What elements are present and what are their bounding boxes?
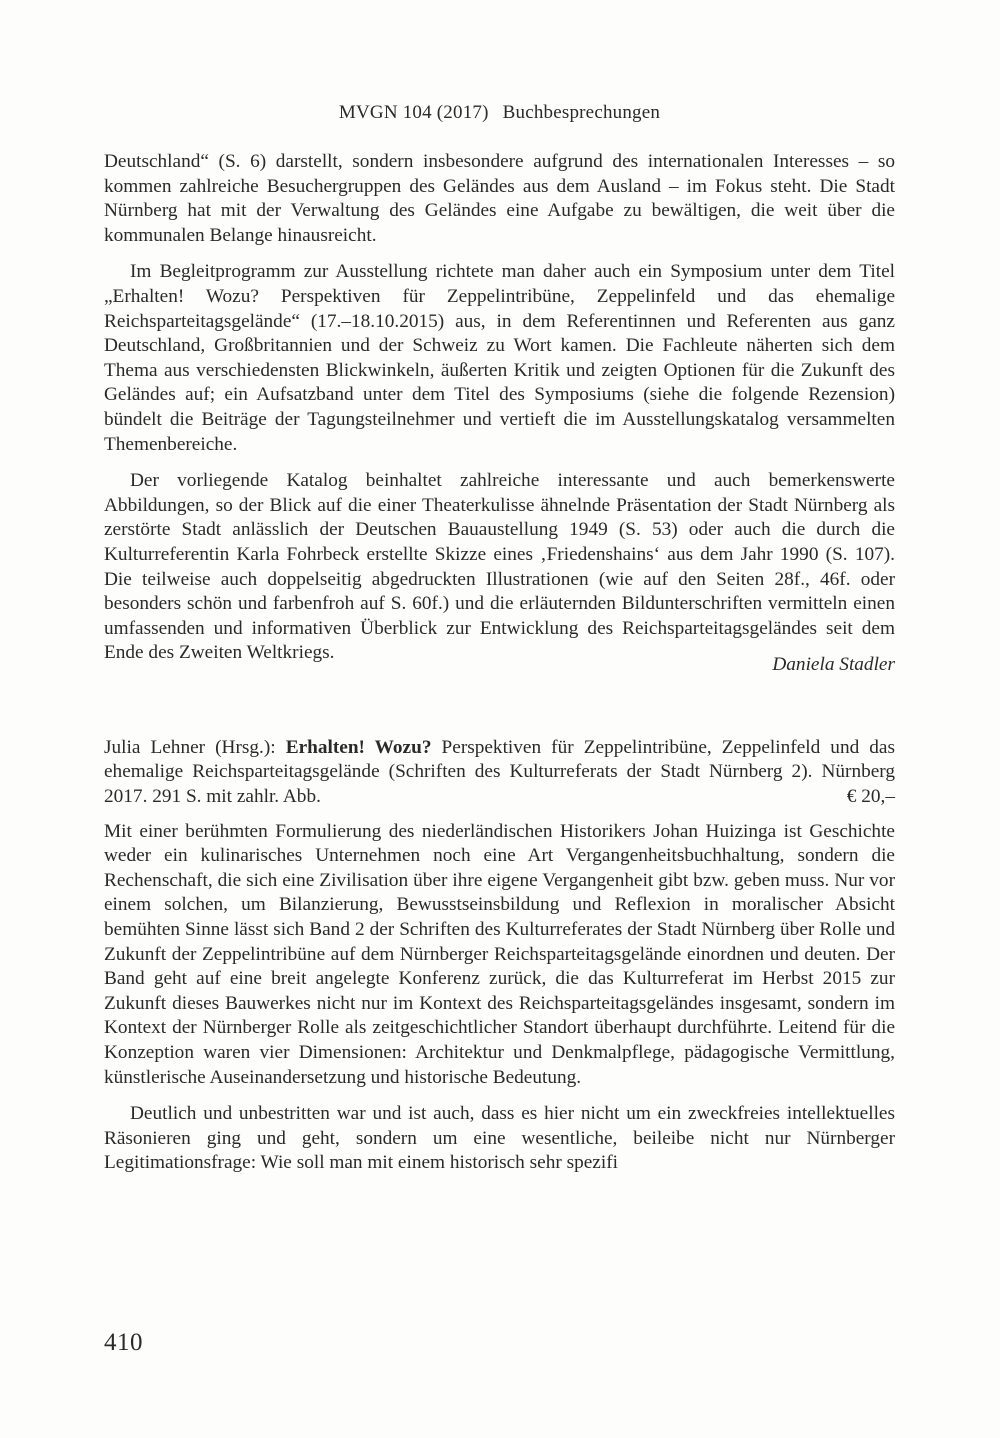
journal-reference: MVGN 104 (2017) bbox=[338, 102, 489, 123]
review2-price: € 20,– bbox=[846, 786, 895, 808]
page-number: 410 bbox=[104, 1329, 143, 1356]
review2-paragraph-1: Mit einer berühmten Formulierung des niederländischen Historikers Johan Huizinga ist Geschichte weder ein kulinarisches Unternehmen noch eine Art Vergangenheitsbuchhaltung, sondern die Rechenschaft, die sich eine Zivilisation über ihre eigene Vergangenheit gibt bzw. geben muss. Nur vor einem solchen, um Bilanzierung, Bewusstseinsbildung und Reflexion in moralischer Absicht bemühten Sinne lässt sich Band 2 der Schriften des Kulturreferates der Stadt Nürnberg über Rolle und Zukunft der Zeppelintribüne auf dem Nürnberger Reichsparteitagsgelände einordnen und deuten. Der Band geht auf eine breit angelegte Konferenz zurück, die das Kulturreferat im Herbst 2015 zur Zukunft dieses Bauwerkes nicht nur im Kontext des Reichsparteitagsgeländes insgesamt, sondern im Kontext der Nürnberger Rolle als zeitgeschichtlicher Standort überhaupt durchführte. Leitend für die Konzeption waren vier Dimensionen: Architektur und Denkmalpflege, pädagogische Vermittlung, künstlerische Auseinandersetzung und historische Bedeutung. bbox=[104, 820, 895, 1088]
running-head bbox=[104, 98, 895, 128]
page-content bbox=[104, 98, 895, 1188]
review2-title: Erhalten! Wozu? bbox=[285, 736, 432, 758]
section-title: Buchbesprechungen bbox=[502, 102, 661, 123]
review2-author: Julia Lehner (Hrsg.): bbox=[104, 736, 276, 758]
reviewer-signature: Daniela Stadler bbox=[772, 654, 895, 676]
review2-details: Perspektiven für Zeppelintribüne, Zeppelinfeld und das ehemalige Reichsparteitagsgelände (Schriften des Kulturreferats der Stadt Nürnberg 2). Nürnberg 2017. 291 S. mit zahlr. Abb. bbox=[104, 736, 895, 808]
review2-paragraph-2: Deutlich und unbestritten war und ist auch, dass es hier nicht um ein zweckfreies intellektuelles Räsonieren ging und geht, sondern um eine wesentliche, beileibe nicht nur Nürnberger Legitimationsfrage: Wie soll man mit einem historisch sehr spezifi bbox=[104, 1103, 895, 1174]
review1-paragraph-1: Deutschland“ (S. 6) darstellt, sondern insbesondere aufgrund des internationalen Interesses – so kommen zahlreiche Besuchergruppen des Geländes aus dem Ausland – im Fokus steht. Die Stadt Nürnberg hat mit der Verwaltung des Geländes eine Aufgabe zu bewältigen, die weit über die kommunalen Belange hinausreicht. bbox=[104, 151, 895, 246]
review1-paragraph-2: Im Begleitprogramm zur Ausstellung richtete man daher auch ein Symposium unter dem Titel „Erhalten! Wozu? Perspektiven für Zeppelintribüne, Zeppelinfeld und das ehemalige Reichsparteitagsgelände“ (17.–18.10.2015) aus, in dem Referentinnen und Referenten aus ganz Deutschland, Großbritannien und der Schweiz zu Wort kamen. Die Fachleute näherten sich dem Thema aus verschiedensten Blickwinkeln, äußerten Kritik und zeigten Optionen für die Zukunft des Geländes auf; ein Aufsatzband unter dem Titel des Symposiums (siehe die folgende Rezension) bündelt die Beiträge der Tagungsteilnehmer und vertieft die im Ausstellungskatalog versammelten Themenbereiche. bbox=[104, 261, 895, 455]
review1-paragraph-3: Der vorliegende Katalog beinhaltet zahlreiche interessante und auch bemerkenswerte Abbildungen, so der Blick auf die einer Theaterkulisse ähnelnde Präsentation der Stadt Nürnberg als zerstörte Stadt anlässlich der Deutschen Bauaustellung 1949 (S. 53) oder auch die durch die Kulturreferentin Karla Fohrbeck erstellte Skizze eines ‚Friedenshains‘ aus dem Jahr 1990 (S. 107). Die teilweise auch doppelseitig abgedruckten Illustrationen (wie auf den Seiten 28f., 46f. oder besonders schön und farbenfroh auf S. 60f.) und die erläuternden Bildunterschriften vermitteln einen umfassenden und informativen Überblick zur Entwicklung des Reichsparteitagsgeländes seit dem Ende des Zweiten Weltkriegs. bbox=[104, 470, 895, 664]
review2-bibliographic-heading bbox=[104, 736, 895, 810]
